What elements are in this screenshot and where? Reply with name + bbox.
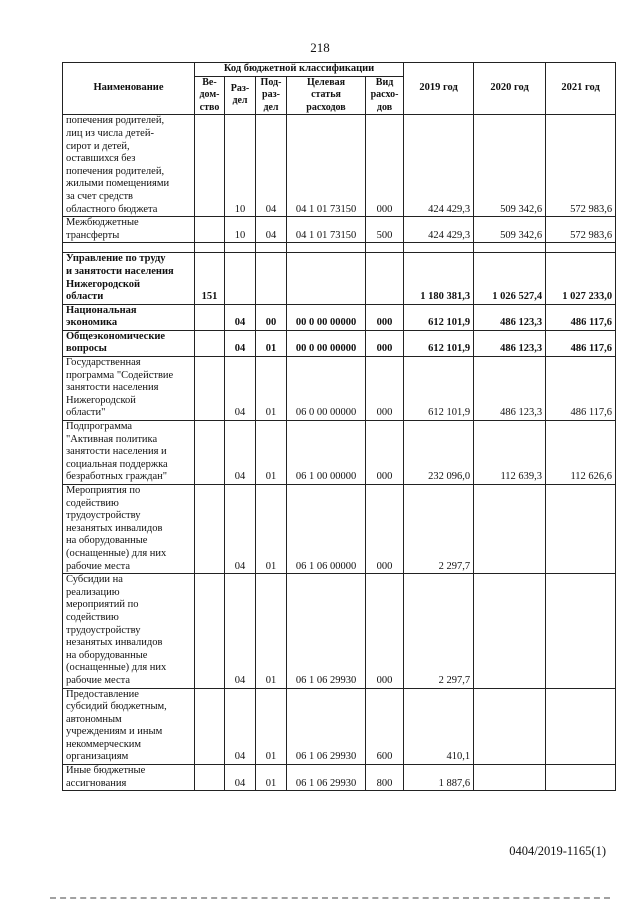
podrazdel-code: 00 <box>256 304 287 330</box>
spacer-cell <box>195 243 225 253</box>
amount-2021 <box>546 765 616 791</box>
table-row <box>63 304 616 330</box>
header-vid: Вид расхо- дов <box>366 76 404 115</box>
header-name: Наименование <box>63 63 195 115</box>
podrazdel-code: 01 <box>256 688 287 765</box>
vedomstvo-code <box>195 115 225 217</box>
vedomstvo-code: 151 <box>195 253 225 304</box>
table-row <box>63 357 616 421</box>
table-row <box>63 330 616 356</box>
podrazdel-code: 04 <box>256 217 287 243</box>
target-article-code: 04 1 01 73150 <box>287 217 366 243</box>
row-name: Иные бюджетные ассигнования <box>63 765 195 791</box>
row-name: Общеэкономические вопросы <box>63 330 195 356</box>
vedomstvo-code <box>195 330 225 356</box>
spacer-cell <box>404 243 474 253</box>
target-article-code: 06 1 06 29930 <box>287 765 366 791</box>
table-body <box>63 115 616 791</box>
spacer-cell <box>474 243 546 253</box>
amount-2019: 1 887,6 <box>404 765 474 791</box>
amount-2019: 2 297,7 <box>404 574 474 688</box>
razdel-code: 04 <box>225 765 256 791</box>
row-name: Межбюджетные трансферты <box>63 217 195 243</box>
expense-type-code: 800 <box>366 765 404 791</box>
amount-2021: 486 117,6 <box>546 357 616 421</box>
razdel-code: 04 <box>225 574 256 688</box>
amount-2021: 486 117,6 <box>546 304 616 330</box>
expense-type-code: 000 <box>366 115 404 217</box>
amount-2020: 1 026 527,4 <box>474 253 546 304</box>
amount-2020 <box>474 574 546 688</box>
header-razdel: Раз- дел <box>225 76 256 115</box>
target-article-code: 04 1 01 73150 <box>287 115 366 217</box>
table-row <box>63 115 616 217</box>
row-name: Субсидии на реализацию мероприятий по содействию трудоустройству незанятых инвалидов на оборудованные (оснащенные) для них рабочие места <box>63 574 195 688</box>
amount-2019: 424 429,3 <box>404 217 474 243</box>
amount-2020: 509 342,6 <box>474 115 546 217</box>
row-name: Государственная программа "Содействие занятости населения Нижегородской области" <box>63 357 195 421</box>
amount-2020 <box>474 485 546 574</box>
amount-2020 <box>474 688 546 765</box>
vedomstvo-code <box>195 485 225 574</box>
vedomstvo-code <box>195 357 225 421</box>
amount-2021: 1 027 233,0 <box>546 253 616 304</box>
target-article-code: 00 0 00 00000 <box>287 304 366 330</box>
razdel-code: 04 <box>225 688 256 765</box>
amount-2020: 486 123,3 <box>474 330 546 356</box>
expense-type-code <box>366 253 404 304</box>
target-article-code <box>287 253 366 304</box>
page-number: 218 <box>310 40 330 55</box>
row-name: Подпрограмма "Активная политика занятости населения и социальная поддержка безработных граждан" <box>63 421 195 485</box>
target-article-code: 06 0 00 00000 <box>287 357 366 421</box>
document-code: 0404/2019-1165(1) <box>509 844 606 858</box>
scan-artifact-line <box>50 897 610 902</box>
expense-type-code: 000 <box>366 421 404 485</box>
spacer-cell <box>546 243 616 253</box>
amount-2019: 232 096,0 <box>404 421 474 485</box>
amount-2019: 410,1 <box>404 688 474 765</box>
header-2020: 2020 год <box>474 63 546 115</box>
amount-2020: 486 123,3 <box>474 357 546 421</box>
target-article-code: 06 1 06 00000 <box>287 485 366 574</box>
header-podrazdel: Под- раз- дел <box>256 76 287 115</box>
vedomstvo-code <box>195 421 225 485</box>
razdel-code: 10 <box>225 115 256 217</box>
table-row <box>63 765 616 791</box>
expense-type-code: 000 <box>366 330 404 356</box>
table-row <box>63 421 616 485</box>
amount-2019: 424 429,3 <box>404 115 474 217</box>
row-name: попечения родителей, лиц из числа детей- сирот и детей, оставшихся без попечения родителей, жилыми помещениями за счет средств областного бюджета <box>63 115 195 217</box>
podrazdel-code <box>256 253 287 304</box>
spacer-cell <box>225 243 256 253</box>
table-row <box>63 688 616 765</box>
razdel-code <box>225 253 256 304</box>
vedomstvo-code <box>195 574 225 688</box>
vedomstvo-code <box>195 765 225 791</box>
expense-type-code: 000 <box>366 357 404 421</box>
expense-type-code: 600 <box>366 688 404 765</box>
table-row <box>63 243 616 253</box>
podrazdel-code: 01 <box>256 421 287 485</box>
table-row <box>63 217 616 243</box>
amount-2021 <box>546 574 616 688</box>
header-2019: 2019 год <box>404 63 474 115</box>
podrazdel-code: 04 <box>256 115 287 217</box>
podrazdel-code: 01 <box>256 357 287 421</box>
expense-type-code: 500 <box>366 217 404 243</box>
amount-2021 <box>546 485 616 574</box>
expense-type-code: 000 <box>366 485 404 574</box>
amount-2021: 112 626,6 <box>546 421 616 485</box>
target-article-code: 06 1 00 00000 <box>287 421 366 485</box>
podrazdel-code: 01 <box>256 765 287 791</box>
amount-2020: 486 123,3 <box>474 304 546 330</box>
podrazdel-code: 01 <box>256 574 287 688</box>
amount-2021: 572 983,6 <box>546 217 616 243</box>
amount-2019: 612 101,9 <box>404 304 474 330</box>
razdel-code: 04 <box>225 485 256 574</box>
row-name: Мероприятия по содействию трудоустройству незанятых инвалидов на оборудованные (оснащенные) для них рабочие места <box>63 485 195 574</box>
header-vedomstvo: Ве- дом- ство <box>195 76 225 115</box>
row-name: Национальная экономика <box>63 304 195 330</box>
amount-2021: 572 983,6 <box>546 115 616 217</box>
row-name: Предоставление субсидий бюджетным, автономным учреждениям и иным некоммерческим организациям <box>63 688 195 765</box>
spacer-cell <box>366 243 404 253</box>
spacer-cell <box>63 243 195 253</box>
amount-2020: 112 639,3 <box>474 421 546 485</box>
spacer-cell <box>287 243 366 253</box>
target-article-code: 06 1 06 29930 <box>287 688 366 765</box>
razdel-code: 04 <box>225 330 256 356</box>
amount-2020: 509 342,6 <box>474 217 546 243</box>
table-row <box>63 253 616 304</box>
header-classification-group: Код бюджетной классификации <box>195 63 404 77</box>
vedomstvo-code <box>195 688 225 765</box>
spacer-cell <box>256 243 287 253</box>
expense-type-code: 000 <box>366 304 404 330</box>
amount-2019: 612 101,9 <box>404 330 474 356</box>
podrazdel-code: 01 <box>256 330 287 356</box>
budget-table <box>62 62 616 791</box>
amount-2020 <box>474 765 546 791</box>
header-celevaya: Целевая статья расходов <box>287 76 366 115</box>
amount-2019: 1 180 381,3 <box>404 253 474 304</box>
razdel-code: 04 <box>225 357 256 421</box>
razdel-code: 04 <box>225 421 256 485</box>
podrazdel-code: 01 <box>256 485 287 574</box>
amount-2021 <box>546 688 616 765</box>
header-2021: 2021 год <box>546 63 616 115</box>
target-article-code: 00 0 00 00000 <box>287 330 366 356</box>
vedomstvo-code <box>195 304 225 330</box>
amount-2021: 486 117,6 <box>546 330 616 356</box>
razdel-code: 10 <box>225 217 256 243</box>
target-article-code: 06 1 06 29930 <box>287 574 366 688</box>
vedomstvo-code <box>195 217 225 243</box>
row-name: Управление по труду и занятости населения Нижегородской области <box>63 253 195 304</box>
amount-2019: 2 297,7 <box>404 485 474 574</box>
amount-2019: 612 101,9 <box>404 357 474 421</box>
razdel-code: 04 <box>225 304 256 330</box>
expense-type-code: 000 <box>366 574 404 688</box>
table-row <box>63 485 616 574</box>
table-row <box>63 574 616 688</box>
